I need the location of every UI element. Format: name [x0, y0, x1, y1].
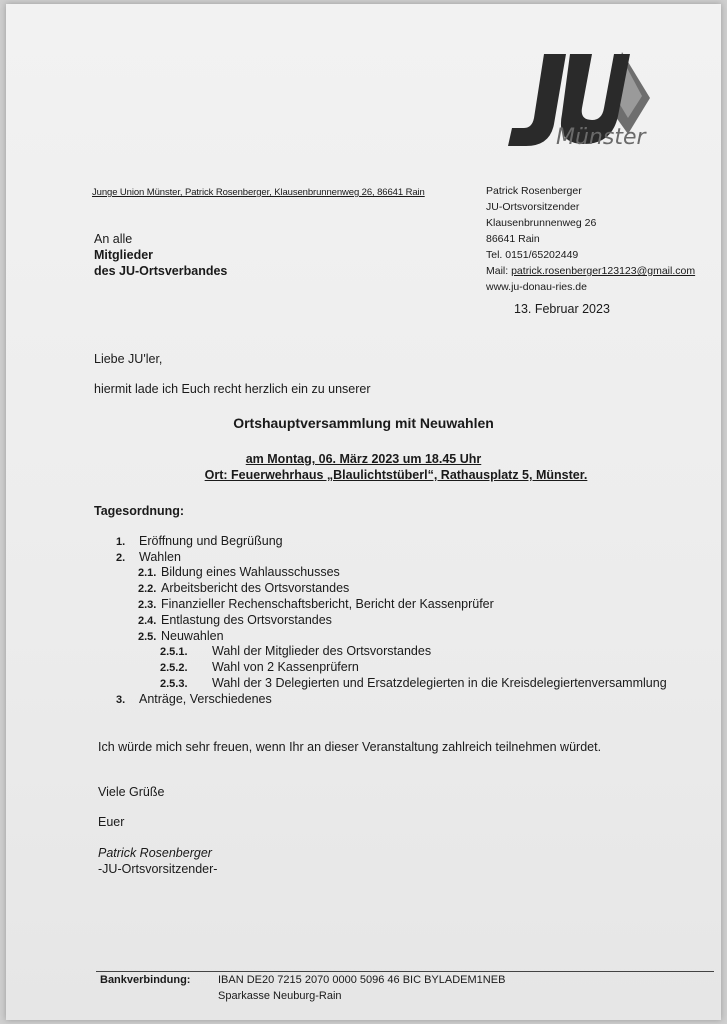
agenda-item-text: Anträge, Verschiedenes [139, 692, 272, 706]
agenda-item-number: 2.5.2. [160, 662, 188, 674]
signer-name: Patrick Rosenberger [98, 846, 212, 860]
agenda-item-text: Wahl von 2 Kassenprüfern [212, 660, 359, 674]
logo-place-text: Münster [556, 125, 646, 150]
recipient-line-2: Mitglieder [94, 248, 154, 262]
contact-street: Klausenbrunnenweg 26 [486, 217, 597, 229]
closing-sentence: Ich würde mich sehr freuen, wenn Ihr an dieser Veranstaltung zahlreich teilnehmen würdet. [98, 740, 602, 754]
agenda-item-text: Entlastung des Ortsvorstandes [161, 613, 332, 627]
agenda-item-text: Eröffnung und Begrüßung [139, 534, 283, 548]
agenda-item-text: Wahl der 3 Delegierten und Ersatzdelegierten in die Kreisdelegiertenversammlung [212, 676, 667, 690]
agenda-item-number: 2.5.1. [160, 646, 188, 658]
agenda-item-number: 2.4. [138, 615, 157, 627]
agenda-item [116, 534, 283, 548]
agenda-item-number: 2.5. [138, 631, 157, 643]
yours: Euer [98, 815, 125, 829]
agenda-title: Tagesordnung: [94, 504, 185, 518]
agenda-item-text: Arbeitsbericht des Ortsvorstandes [161, 581, 350, 595]
agenda-item-number: 2. [116, 552, 126, 564]
meeting-heading: Ortshauptversammlung mit Neuwahlen [233, 415, 494, 431]
contact-role: JU-Ortsvorsitzender [486, 201, 580, 213]
agenda-item [160, 644, 431, 658]
agenda-item [138, 565, 340, 579]
agenda-item-number: 2.5.3. [160, 678, 188, 690]
contact-mail-link[interactable]: patrick.rosenberger123123@gmail.com [511, 265, 696, 277]
contact-city: 86641 Rain [486, 233, 540, 245]
letter-date: 13. Februar 2023 [514, 302, 610, 316]
sender-return-address: Junge Union Münster, Patrick Rosenberger, Klausenbrunnenweg 26, 86641 Rain [92, 187, 425, 198]
contact-website[interactable]: www.ju-donau-ries.de [486, 281, 587, 293]
agenda-item [160, 676, 667, 690]
footer-divider [96, 971, 714, 972]
agenda-item-number: 2.3. [138, 599, 157, 611]
agenda-item [116, 692, 272, 706]
agenda-item-text: Wahlen [139, 550, 181, 564]
meeting-date-line: am Montag, 06. März 2023 um 18.45 Uhr [245, 452, 482, 466]
contact-mail-label: Mail: [486, 265, 512, 277]
agenda-item-number: 1. [116, 536, 126, 548]
contact-mail-row [486, 263, 695, 279]
ju-logo [504, 46, 664, 158]
contact-name: Patrick Rosenberger [486, 185, 582, 197]
agenda-item-number: 3. [116, 694, 126, 706]
agenda-item [138, 629, 224, 643]
regards: Viele Grüße [98, 785, 165, 799]
agenda-item [160, 660, 359, 674]
agenda-item-text: Bildung eines Wahlausschusses [161, 565, 340, 579]
agenda-item [138, 581, 349, 595]
recipient-block [94, 231, 227, 279]
meeting-venue-line: Ort: Feuerwehrhaus „Blaulichtstüberl“, Rathausplatz 5, Münster. [204, 468, 588, 482]
intro-text: hiermit lade ich Euch recht herzlich ein zu unserer [94, 382, 371, 396]
contact-phone: Tel. 0151/65202449 [486, 249, 579, 261]
bank-name: Sparkasse Neuburg-Rain [218, 990, 342, 1002]
agenda-item [138, 597, 494, 611]
agenda-item-text: Finanzieller Rechenschaftsbericht, Bericht der Kassenprüfer [161, 597, 494, 611]
recipient-line-3: des JU-Ortsverbandes [94, 264, 228, 278]
agenda-item-number: 2.1. [138, 567, 157, 579]
bank-label: Bankverbindung: [100, 974, 191, 986]
agenda-item-text: Neuwahlen [161, 629, 224, 643]
letter-page [6, 4, 721, 1020]
recipient-line-1: An alle [94, 232, 133, 246]
agenda-item-text: Wahl der Mitglieder des Ortsvorstandes [212, 644, 432, 658]
signer-role: -JU-Ortsvorsitzender- [98, 862, 218, 876]
bank-iban: IBAN DE20 7215 2070 0000 5096 46 BIC BYLADEM1NEB [218, 974, 506, 986]
greeting: Liebe JU'ler, [94, 352, 163, 366]
contact-block [486, 183, 695, 295]
agenda-item [116, 550, 181, 564]
agenda-item [138, 613, 332, 627]
agenda-item-number: 2.2. [138, 583, 157, 595]
